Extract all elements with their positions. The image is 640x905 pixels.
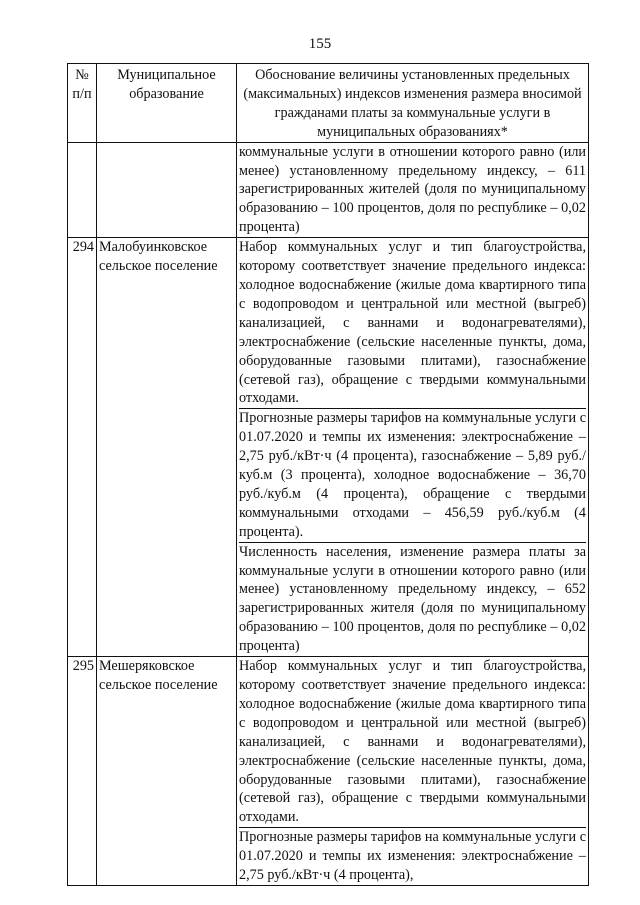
municipality-name: Малобуинковское сельское поселение <box>97 238 237 657</box>
table-header-row <box>68 64 589 143</box>
justification-paragraph: Набор коммунальных услуг и тип благоустройства, которому соответствует значение предельного индекса: холодное водоснабжение (жилые дома квартирного типа с водопроводом и центральной или местной (выгреб) канализацией, с ваннами и водонагревателями), электроснабжение (сельские населенные пункты, дома, оборудованные газовыми плитами), газоснабжение (сетевой газ), обращение с твердыми коммунальными отходами. <box>239 239 586 407</box>
justification-paragraph: Численность населения, изменение размера платы за коммунальные услуги в отношении которого равно (или менее) установленному предельному индексу, – 652 зарегистрированных жителя (доля по муниципальному образованию – 100 процентов, доля по республике – 0,02 процента) <box>239 543 586 655</box>
justification-paragraph: Прогнозные размеры тарифов на коммунальные услуги с 01.07.2020 и темпы их изменения: электроснабжение – 2,75 руб./кВт·ч (4 процента), газоснабжение – 5,89 руб./куб.м (3 процента), холодное водоснабжение – 36,70 руб./куб.м (4 процента), обращение с твердыми коммунальными отходами – 456,59 руб./куб.м (4 процента). <box>239 410 586 540</box>
header-municipality: Муниципальное образование <box>97 64 237 143</box>
table-row <box>68 657 589 886</box>
justification-cell <box>237 657 589 886</box>
tariff-table <box>67 63 589 886</box>
row-number <box>68 142 97 238</box>
page-number: 155 <box>308 36 332 52</box>
justification-paragraph: Набор коммунальных услуг и тип благоустройства, которому соответствует значение предельного индекса: холодное водоснабжение (жилые дома квартирного типа с водопроводом и центральной или местной (выгреб) канализацией, с ваннами и водонагревателями), электроснабжение (сельские населенные пункты, дома, оборудованные газовыми плитами), газоснабжение (сетевой газ), обращение с твердыми коммунальными отходами. <box>239 658 586 826</box>
row-number: 294 <box>68 238 97 657</box>
justification-cell <box>237 238 589 657</box>
header-num: № п/п <box>68 64 97 143</box>
header-justification: Обоснование величины установленных предельных (максимальных) индексов изменения размера вносимой гражданами платы за коммунальные услуги в муниципальных образованиях* <box>237 64 589 143</box>
justification-cell <box>237 142 589 238</box>
justification-paragraph: Прогнозные размеры тарифов на коммунальные услуги с 01.07.2020 и темпы их изменения: электроснабжение – 2,75 руб./кВт·ч (4 процента), <box>239 829 586 884</box>
table-row <box>68 238 589 657</box>
row-number: 295 <box>68 657 97 886</box>
table-row <box>68 142 589 238</box>
municipality-name: Мешеряковское сельское поселение <box>97 657 237 886</box>
municipality-name <box>97 142 237 238</box>
justification-paragraph: коммунальные услуги в отношении которого равно (или менее) установленному предельному индексу, – 611 зарегистрированных жителей (доля по муниципальному образованию – 100 процентов, доля по республике – 0,02 процента) <box>239 143 586 236</box>
